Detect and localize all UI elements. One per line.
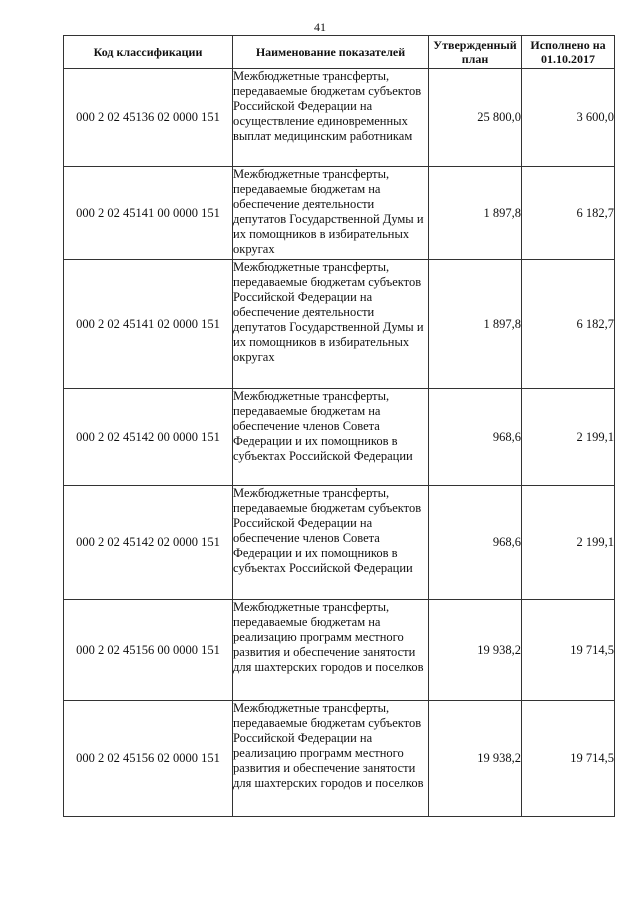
row-code: 000 2 02 45141 00 0000 151 — [64, 167, 233, 260]
row-done: 2 199,1 — [522, 389, 615, 486]
row-name: Межбюджетные трансферты, передаваемые бюджетам субъектов Российской Федерации на обеспечение деятельности депутатов Государственной Думы и их помощников в избирательных округах — [233, 260, 429, 389]
row-code: 000 2 02 45142 02 0000 151 — [64, 486, 233, 600]
row-done: 19 714,5 — [522, 701, 615, 817]
table-row — [64, 260, 615, 389]
row-done: 2 199,1 — [522, 486, 615, 600]
header-code: Код классификации — [64, 36, 233, 69]
row-done: 19 714,5 — [522, 600, 615, 701]
row-code: 000 2 02 45141 02 0000 151 — [64, 260, 233, 389]
table-row — [64, 167, 615, 260]
row-code: 000 2 02 45136 02 0000 151 — [64, 69, 233, 167]
row-done: 3 600,0 — [522, 69, 615, 167]
row-done: 6 182,7 — [522, 260, 615, 389]
row-code: 000 2 02 45156 02 0000 151 — [64, 701, 233, 817]
row-done: 6 182,7 — [522, 167, 615, 260]
header-plan: Утвержденный план — [429, 36, 522, 69]
row-plan: 25 800,0 — [429, 69, 522, 167]
row-plan: 19 938,2 — [429, 701, 522, 817]
header-done: Исполнено на 01.10.2017 — [522, 36, 615, 69]
row-plan: 1 897,8 — [429, 167, 522, 260]
table-row — [64, 69, 615, 167]
table-header-row — [64, 36, 615, 69]
table-row — [64, 486, 615, 600]
budget-table — [63, 35, 615, 817]
header-name: Наименование показателей — [233, 36, 429, 69]
row-name: Межбюджетные трансферты, передаваемые бюджетам на обеспечение деятельности депутатов Государственной Думы и их помощников в избирательных округах — [233, 167, 429, 260]
page-number: 41 — [314, 20, 326, 34]
row-code: 000 2 02 45142 00 0000 151 — [64, 389, 233, 486]
row-name: Межбюджетные трансферты, передаваемые бюджетам на реализацию программ местного развития и обеспечение занятости для шахтерских городов и поселков — [233, 600, 429, 701]
row-name: Межбюджетные трансферты, передаваемые бюджетам субъектов Российской Федерации на реализацию программ местного развития и обеспечение занятости для шахтерских городов и поселков — [233, 701, 429, 817]
row-code: 000 2 02 45156 00 0000 151 — [64, 600, 233, 701]
row-plan: 1 897,8 — [429, 260, 522, 389]
table-row — [64, 600, 615, 701]
row-plan: 968,6 — [429, 389, 522, 486]
row-name: Межбюджетные трансферты, передаваемые бюджетам субъектов Российской Федерации на осуществление единовременных выплат медицинским работникам — [233, 69, 429, 167]
table-row — [64, 701, 615, 817]
row-plan: 19 938,2 — [429, 600, 522, 701]
row-name: Межбюджетные трансферты, передаваемые бюджетам на обеспечение членов Совета Федерации и их помощников в субъектах Российской Федерации — [233, 389, 429, 486]
table-row — [64, 389, 615, 486]
row-plan: 968,6 — [429, 486, 522, 600]
row-name: Межбюджетные трансферты, передаваемые бюджетам субъектов Российской Федерации на обеспечение членов Совета Федерации и их помощников в субъектах Российской Федерации — [233, 486, 429, 600]
